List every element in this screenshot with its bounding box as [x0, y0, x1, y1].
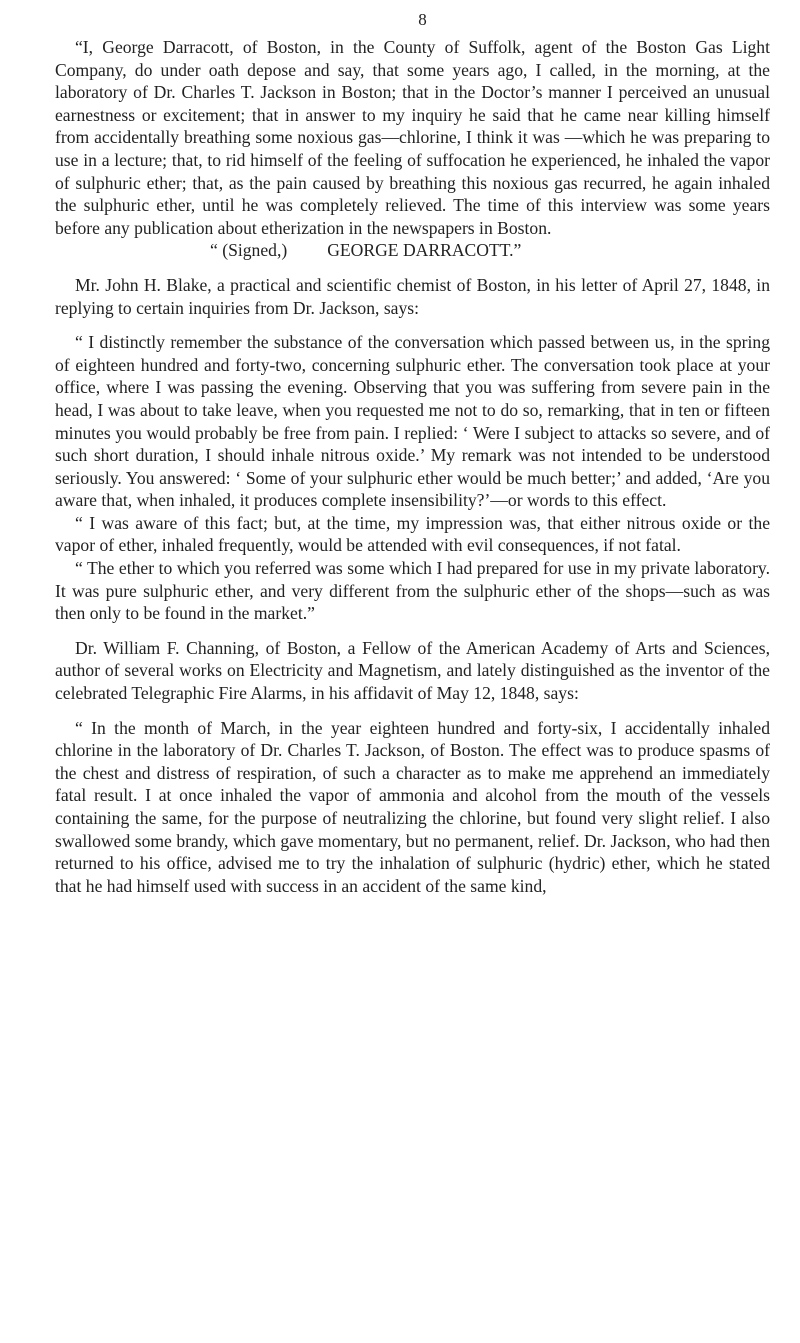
- blake-letter-paragraph-3: “ The ether to which you referred was some which I had prepared for use in my private laboratory. It was pure sulphuric ether, and very different from the sulphuric ether of the shops—such as was then only to be found in the market.”: [55, 558, 770, 624]
- channing-affidavit-paragraph: “ In the month of March, in the year eighteen hundred and forty-six, I accidentally inhaled chlorine in the laboratory of Dr. Charles T. Jackson, of Boston. The effect was to produce spasms of the chest and distress of respiration, of such a character as to make me apprehend an immediately fatal result. I at once inhaled the vapor of ammonia and alcohol from the mouth of the vessels containing the same, for the purpose of neutralizing the chlorine, but found very slight relief. I also swallowed some brandy, which gave momentary, but no permanent, relief. Dr. Jackson, who had then returned to his office, advised me to try the inhalation of sulphuric (hydric) ether, which he stated that he had himself used with success in an accident of the same kind,: [55, 717, 770, 896]
- darracott-signature: [55, 239, 770, 262]
- blake-letter-paragraph-1: “ I distinctly remember the substance of the conversation which passed between us, in the spring of eighteen hundred and forty-two, concerning sulphuric ether. The conversation took place at your office, where I was passing the evening. Observing that you was suffering from severe pain in the head, I was about to take leave, when you requested me not to do so, remarking, that in ten or fifteen minutes you would probably be free from pain. I replied: ‘ Were I subject to attacks so severe, and of such short duration, I should inhale nitrous oxide.’ My remark was not intended to be understood seriously. You answered: ‘ Some of your sulphuric ether would be much better;’ and added, ‘Are you aware that, when inhaled, it produces complete insensibility?’—or words to this effect.: [55, 332, 770, 511]
- blake-letter-paragraph-2: “ I was aware of this fact; but, at the time, my impression was, that either nitrous oxide or the vapor of ether, inhaled frequently, would be attended with evil consequences, if not fatal.: [55, 512, 770, 556]
- signed-name: GEORGE DARRACOTT.”: [327, 240, 522, 261]
- darracott-affidavit-paragraph: “I, George Darracott, of Boston, in the County of Suffolk, agent of the Boston Gas Light Company, do under oath depose and say, that some years ago, I called, in the morning, at the laboratory of Dr. Charles T. Jackson in Boston; that in the Doctor’s manner I perceived an unusual earnestness or excitement; that in answer to my inquiry he said that he came near killing himself from accidentally breathing some noxious gas—chlorine, I think it was —which he was preparing to use in a lecture; that, to rid himself of the feeling of suffocation he experienced, he inhaled the vapor of sulphuric ether; that, as the pain caused by breathing this noxious gas recurred, he again inhaled the sulphuric ether, until he was completely relieved. The time of this interview was some years before any publication about etherization in the newspapers in Boston.: [55, 37, 770, 238]
- channing-intro-paragraph: Dr. William F. Channing, of Boston, a Fellow of the American Academy of Arts and Sciences, author of several works on Electricity and Magnetism, and lately distinguished as the inventor of the celebrated Telegraphic Fire Alarms, in his affidavit of May 12, 1848, says:: [55, 637, 770, 704]
- signed-label: “ (Signed,): [210, 240, 288, 261]
- blake-intro-paragraph: Mr. John H. Blake, a practical and scientific chemist of Boston, in his letter of April 27, 1848, in replying to certain inquiries from Dr. Jackson, says:: [55, 274, 770, 318]
- page-number: 8: [418, 10, 427, 29]
